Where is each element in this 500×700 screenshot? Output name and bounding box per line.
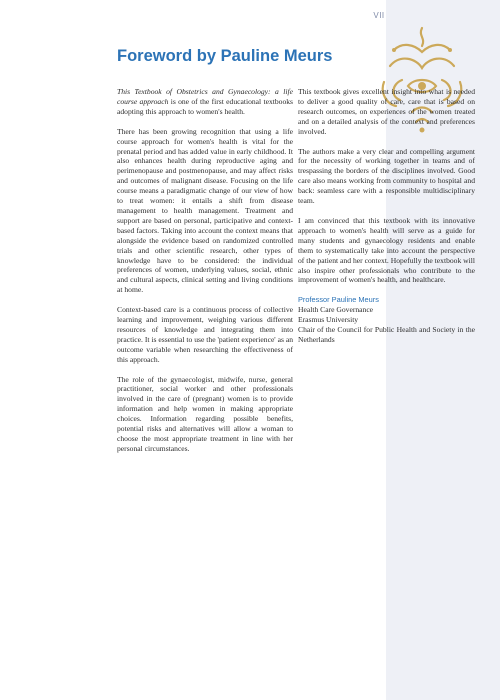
page-number: VII (373, 11, 385, 20)
paragraph-conviction: I am convinced that this textbook with its innovative approach to women's health will serve as a guide for many students and gynaecology residents and enable them to systematically take into account the perspective of the patient and her context. Hopefully the textbook will also inspire other professionals who contribute to the improvement of women's health, and healthcare. (298, 215, 475, 285)
paragraph-teamwork: The authors make a very clear and compelling argument for the necessity of working together in teams and of trespassing the borders of the disciplines involved. Good care also means working from community to hospital and back: seamless care with a responsible multidisciplinary team. (298, 146, 475, 206)
signature-line-2: Erasmus University (298, 315, 359, 325)
right-column (298, 87, 475, 345)
paragraph-professionals: The role of the gynaecologist, midwife, nurse, general practitioner, social worker and other professionals involved in the care of (pregnant) women is to provide information and help women in making appropriate choices. Information regarding possible benefits, potential risks and alternatives will allow a woman to choose the most appropriate treatment in line with her personal circumstances. (117, 374, 293, 453)
signature-block (298, 295, 475, 345)
paragraph-intro-rest: is one of the first educational textbooks adopting this approach to women's health. (117, 96, 293, 116)
page-title: Foreword by Pauline Meurs (117, 47, 333, 65)
paragraph-insight: This textbook gives excellent insight into what is needed to deliver a good quality of care, care that is based on research outcomes, on experiences of the women treated and on a detailed analysis of the context and preferences involved. (298, 87, 475, 136)
book-title-italic: This Textbook of Obstetrics and Gynaecology: a life course approach (117, 87, 293, 106)
paragraph-life-course: There has been growing recognition that using a life course approach for women's health is vital for the prenatal period and has added value in early childhood. It also enhances health during reproductive aging and perimenopause and postmenopause, and may affect risks and outcomes of malignant disease. Focusing on the life course means a paradigmatic change of our view of how to treat women: it entails a shift from disease management to health management. Treatment and support are based on personal, participative and context-based factors. Taking into account the context means that alongside the evidence based on randomized controlled trials and other scientific research, other types of knowledge have to be considered: the individual preferences of women, underlying values, social, ethnic and cultural aspects, clinical setting and living conditions at home. (117, 126, 293, 295)
signature-name: Professor Pauline Meurs (298, 295, 379, 305)
signature-line-3: Chair of the Council for Public Health and Society in the Netherlands (298, 325, 475, 344)
left-column (117, 87, 293, 464)
paragraph-context-care: Context-based care is a continuous process of collective learning and improvement, weighing various different resources of knowledge and integrating them into practice. It is essential to use the 'patient experience' as an outcome variable when researching the effectiveness of this approach. (117, 305, 293, 364)
signature-line-1: Health Care Governance (298, 305, 374, 315)
paragraph-intro (117, 87, 293, 117)
